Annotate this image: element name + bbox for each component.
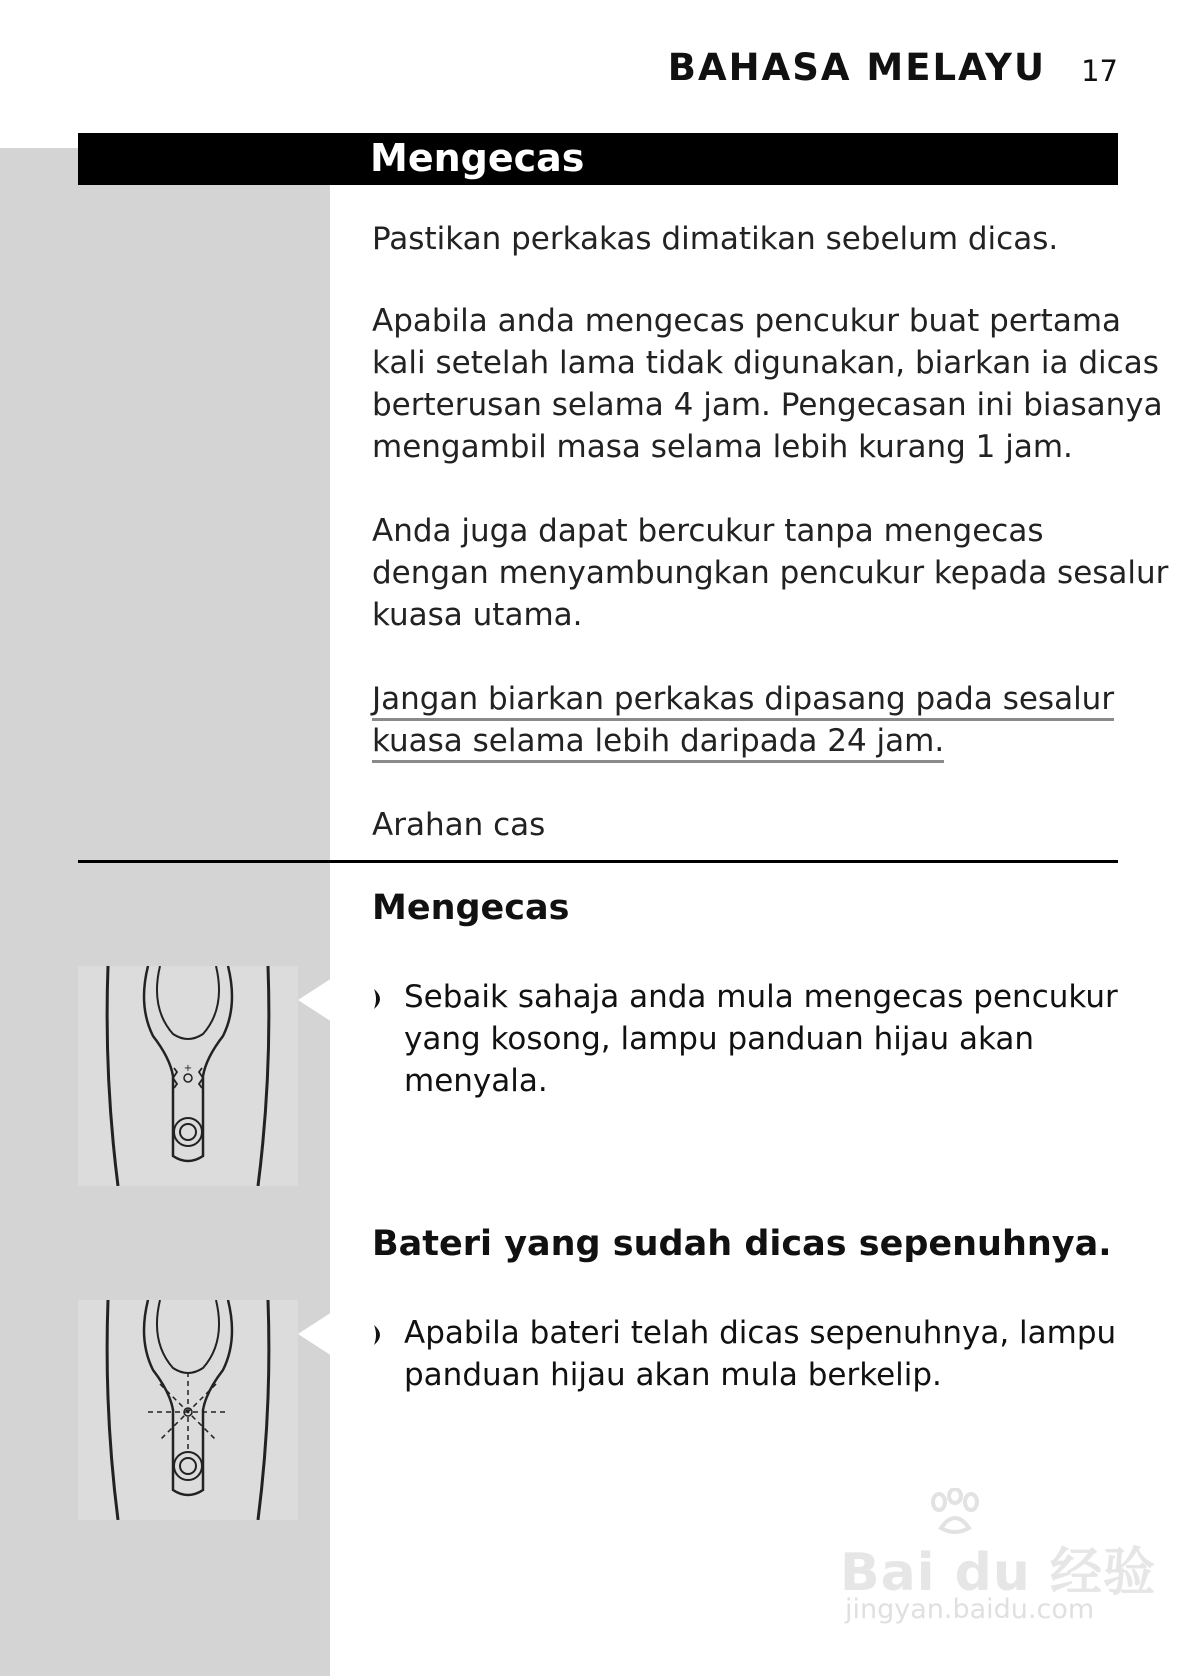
full-battery-heading: Bateri yang sudah dicas sepenuhnya.	[372, 1224, 1112, 1264]
header-language: BAHASA MELAYU	[667, 46, 1046, 89]
watermark-url: jingyan.baidu.com	[845, 1594, 1095, 1625]
paragraph-line: mengambil masa selama lebih kurang 1 jam.	[372, 429, 1073, 465]
warning-line: Jangan biarkan perkakas dipasang pada sesalur	[372, 681, 1114, 721]
warning-line: kuasa selama lebih daripada 24 jam.	[372, 723, 944, 763]
blinking-light-illustration	[78, 1300, 298, 1520]
bullet-line: yang kosong, lampu panduan hijau akan	[404, 1021, 1035, 1057]
bullet-line: Sebaik sahaja anda mula mengecas pencukur	[404, 979, 1118, 1015]
illustration-pointer	[298, 1312, 332, 1356]
paragraph-2	[372, 300, 1163, 468]
svg-text:+: +	[183, 1063, 193, 1074]
charging-heading: Mengecas	[372, 888, 570, 928]
bullet-line: Apabila bateri telah dicas sepenuhnya, lampu	[404, 1315, 1117, 1351]
warning-note	[372, 678, 1114, 762]
paragraph-3	[372, 510, 1168, 636]
paragraph-line: Pastikan perkakas dimatikan sebelum dicas.	[372, 221, 1059, 257]
bullet-line: menyala.	[404, 1063, 548, 1099]
paragraph-line: dengan menyambungkan pencukur kepada sesalur	[372, 555, 1169, 591]
section-divider	[78, 860, 1118, 863]
charging-light-illustration	[78, 966, 298, 1186]
paragraph-1	[372, 218, 1058, 260]
charging-light-icon	[78, 966, 298, 1186]
full-battery-bullet-text	[404, 1312, 1116, 1396]
paragraph-line: kali setelah lama tidak digunakan, biarkan ia dicas	[372, 345, 1159, 381]
paragraph-line: Anda juga dapat bercukur tanpa mengecas	[372, 513, 1044, 549]
section-title-bar	[78, 133, 1118, 185]
paragraph-line: Apabila anda mengecas pencukur buat pertama	[372, 303, 1122, 339]
bullet-arrow-icon	[372, 988, 386, 1010]
paragraph-line: kuasa utama.	[372, 597, 583, 633]
page-number: 17	[1081, 54, 1118, 88]
blinking-light-icon	[78, 1300, 298, 1520]
paragraph-line: berterusan selama 4 jam. Pengecasan ini biasanya	[372, 387, 1163, 423]
bullet-line: panduan hijau akan mula berkelip.	[404, 1357, 942, 1393]
section-title: Mengecas	[370, 136, 585, 180]
subsection-label: Arahan cas	[372, 807, 546, 843]
bullet-arrow-icon	[372, 1324, 386, 1346]
charging-bullet-text	[404, 976, 1118, 1102]
illustration-pointer	[298, 978, 332, 1022]
watermark-brand: Bai du 经验	[840, 1543, 1156, 1603]
